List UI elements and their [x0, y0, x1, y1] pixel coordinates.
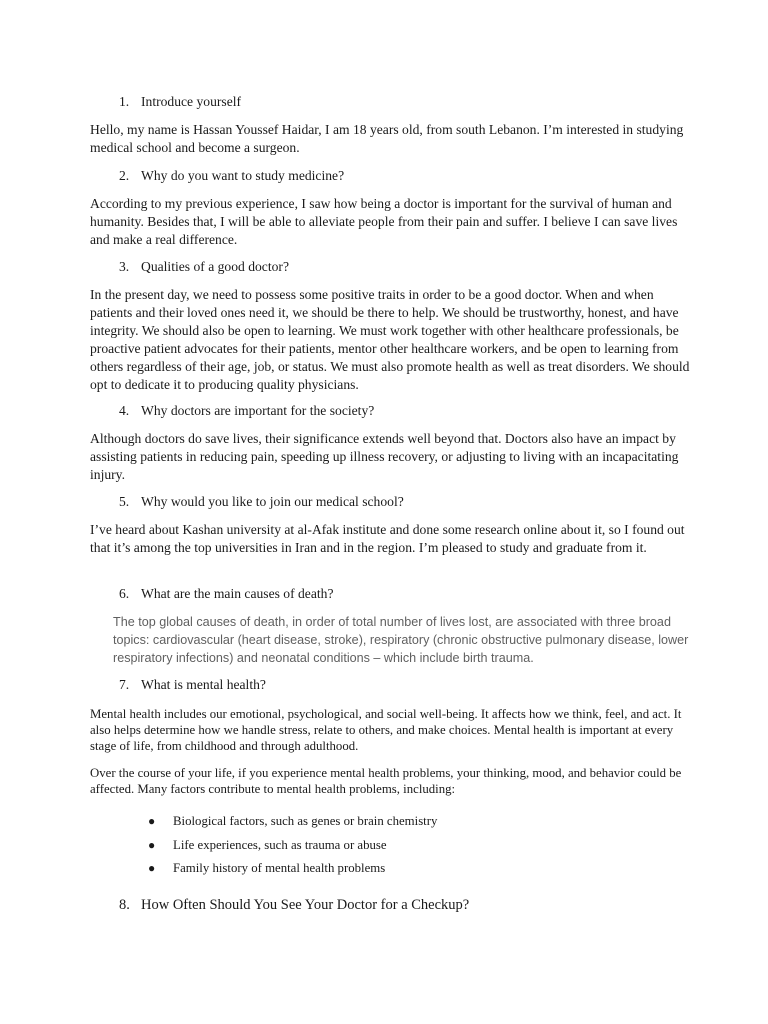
question-text: Introduce yourself — [141, 94, 242, 109]
question-number: 5. — [119, 494, 130, 509]
question-text: Why doctors are important for the society? — [141, 403, 375, 418]
list-item-text: Family history of mental health problems — [173, 861, 386, 875]
question-number: 7. — [119, 677, 130, 692]
question-number: 8. — [119, 897, 130, 913]
question-number: 2. — [119, 168, 130, 183]
question-6 — [119, 585, 333, 603]
bullet-icon: ● — [148, 837, 156, 852]
answer-2: According to my previous experience, I saw how being a doctor is important for the survival of human and humanity. Besides that, I will be able to alleviate people from their pain and suffer. I believe I can save lives and make a real difference. — [90, 196, 678, 247]
answer-4: Although doctors do save lives, their significance extends well beyond that. Doctors also have an impact by assisting patients in reducing pain, speeding up illness recovery, or adjusting to living with an incapacitating injury. — [90, 431, 679, 482]
question-8 — [119, 896, 469, 914]
question-number: 6. — [119, 586, 130, 601]
question-number: 4. — [119, 403, 130, 418]
bullet-icon: ● — [148, 861, 156, 875]
question-text: How Often Should You See Your Doctor for a Checkup? — [141, 897, 470, 913]
bullet-icon: ● — [148, 814, 156, 828]
list-item — [148, 837, 437, 861]
question-5 — [119, 493, 404, 511]
question-text: What are the main causes of death? — [141, 586, 334, 601]
question-text: Why do you want to study medicine? — [141, 168, 345, 183]
question-2 — [119, 167, 344, 185]
question-text: What is mental health? — [141, 677, 266, 692]
answer-7-paragraph-1: Mental health includes our emotional, psychological, and social well-being. It affects how we think, feel, and act. It also helps determine how we handle stress, relate to others, and make choices. Mental health is important at every stage of life, from childhood and through adulthood. — [90, 707, 682, 753]
answer-1: Hello, my name is Hassan Youssef Haidar, I am 18 years old, from south Lebanon. I’m interested in studying medical school and become a surgeon. — [90, 122, 684, 155]
question-number: 1. — [119, 94, 130, 109]
bullet-list — [148, 813, 437, 884]
answer-7-paragraph-2: Over the course of your life, if you experience mental health problems, your thinking, mood, and behavior could be affected. Many factors contribute to mental health problems, including: — [90, 766, 682, 796]
question-4 — [119, 402, 374, 420]
question-text: Qualities of a good doctor? — [141, 259, 289, 274]
question-text: Why would you like to join our medical school? — [141, 494, 404, 509]
list-item — [148, 813, 437, 837]
question-7 — [119, 676, 266, 694]
question-1 — [119, 93, 241, 111]
answer-6: The top global causes of death, in order of total number of lives lost, are associated with three broad topics: cardiovascular (heart disease, stroke), respiratory (chronic obstructive pulmonary disease, lower respiratory infections) and neonatal conditions – which include birth trauma. — [113, 615, 689, 665]
list-item-text: Life experiences, such as trauma or abuse — [173, 837, 387, 852]
answer-5: I’ve heard about Kashan university at al-Afak institute and done some research online about it, so I found out that it’s among the top universities in Iran and in the region. I’m pleased to study and graduate from it. — [90, 522, 685, 555]
answer-3: In the present day, we need to possess some positive traits in order to be a good doctor. When and when patients and their loved ones need it, we should be there to help. We should be trustworthy, honest, and have integrity. We should also be open to learning. We must work together with other healthcare professionals, be proactive patient advocates for their patients, mentor other healthcare workers, and be open to learning from others regardless of their age, job, or status. We must also promote health as well as treat disorders. We should opt to dedicate it to producing quality physicians. — [90, 287, 690, 392]
list-item-text: Biological factors, such as genes or brain chemistry — [173, 814, 438, 828]
list-item — [148, 860, 437, 884]
question-number: 3. — [119, 259, 130, 274]
question-3 — [119, 258, 289, 276]
